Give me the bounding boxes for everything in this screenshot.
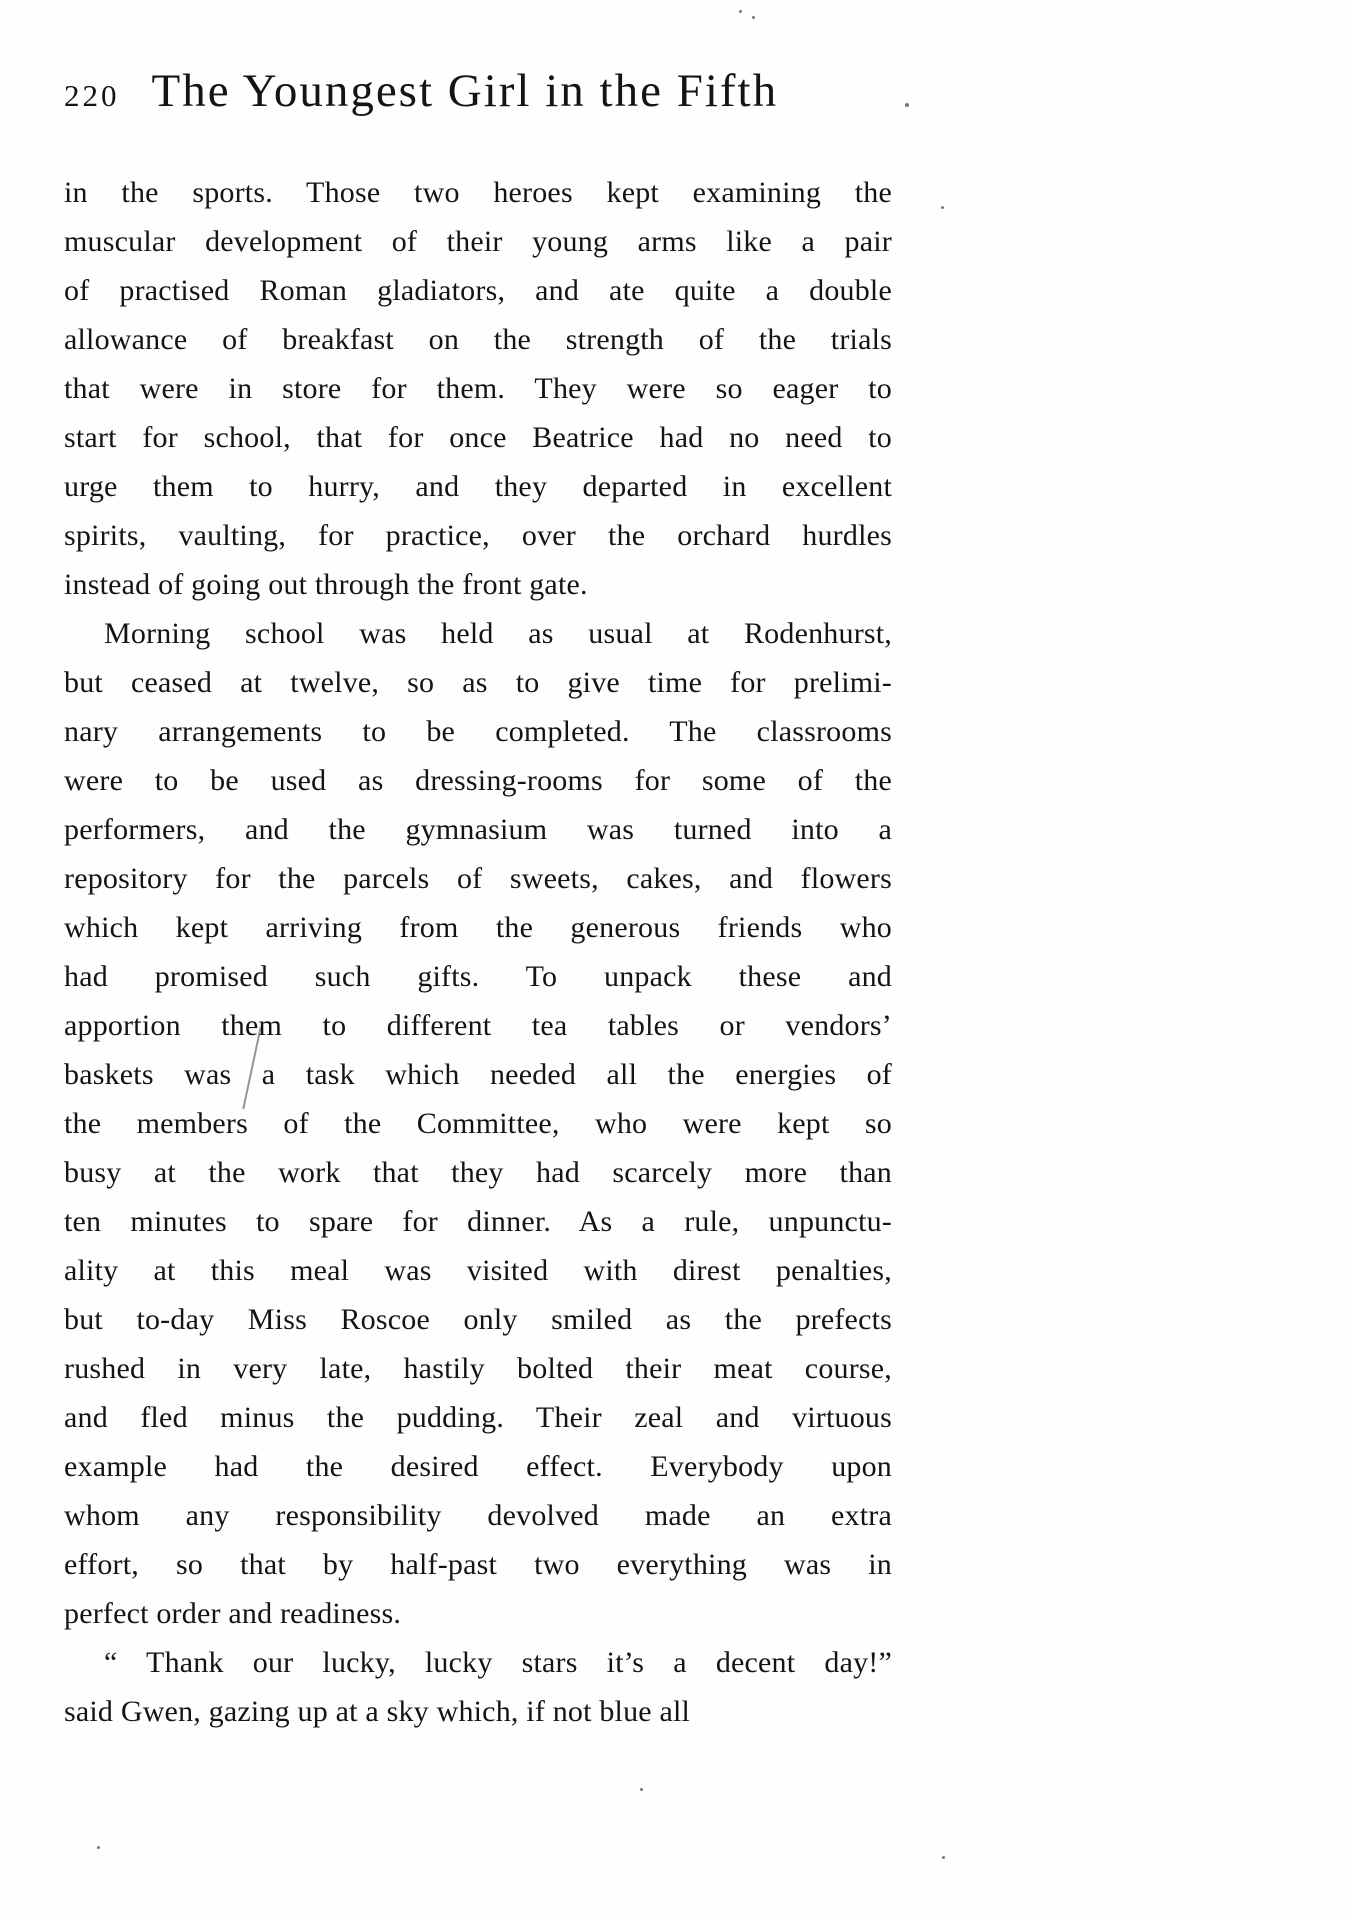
text-line: and fled minus the pudding. Their zeal and virtuous bbox=[64, 1401, 892, 1434]
text-line: busy at the work that they had scarcely more than bbox=[64, 1156, 892, 1189]
page-body bbox=[64, 168, 892, 1736]
text-line: baskets was a task which needed all the energies of bbox=[64, 1058, 892, 1091]
text-line: had promised such gifts. To unpack these and bbox=[64, 960, 892, 993]
text-line: “ Thank our lucky, lucky stars it’s a decent day!” bbox=[104, 1646, 892, 1679]
text-line: the members of the Committee, who were kept so bbox=[64, 1107, 892, 1140]
text-line: instead of going out through the front gate. bbox=[64, 568, 588, 601]
text-line: of practised Roman gladiators, and ate quite a double bbox=[64, 274, 892, 307]
text-line: whom any responsibility devolved made an extra bbox=[64, 1499, 892, 1532]
page-number: 220 bbox=[64, 78, 120, 113]
scan-speck bbox=[640, 1788, 643, 1791]
text-line: repository for the parcels of sweets, cakes, and flowers bbox=[64, 862, 892, 895]
text-line: but to-day Miss Roscoe only smiled as the prefects bbox=[64, 1303, 892, 1336]
text-line: but ceased at twelve, so as to give time for prelimi- bbox=[64, 666, 892, 699]
page-header bbox=[64, 64, 894, 118]
text-line: were to be used as dressing-rooms for some of the bbox=[64, 764, 892, 797]
text-line: muscular development of their young arms like a pair bbox=[64, 225, 892, 258]
text-line: that were in store for them. They were so eager to bbox=[64, 372, 892, 405]
scan-speck bbox=[97, 1846, 100, 1849]
page-title: The Youngest Girl in the Fifth bbox=[151, 65, 779, 117]
scan-speck bbox=[752, 16, 755, 19]
text-line: spirits, vaulting, for practice, over the orchard hurdles bbox=[64, 519, 892, 552]
text-line: which kept arriving from the generous friends who bbox=[64, 911, 892, 944]
text-line: perfect order and readiness. bbox=[64, 1597, 402, 1630]
scan-speck bbox=[905, 103, 909, 107]
text-line: start for school, that for once Beatrice had no need to bbox=[64, 421, 892, 454]
text-line: example had the desired effect. Everybody upon bbox=[64, 1450, 892, 1483]
text-line: ten minutes to spare for dinner. As a rule, unpunctu- bbox=[64, 1205, 892, 1238]
text-line: rushed in very late, hastily bolted their meat course, bbox=[64, 1352, 892, 1385]
scan-speck bbox=[941, 206, 944, 209]
text-line: allowance of breakfast on the strength of the trials bbox=[64, 323, 892, 356]
text-line: apportion them to different tea tables or vendors’ bbox=[64, 1009, 892, 1042]
text-line: nary arrangements to be completed. The classrooms bbox=[64, 715, 892, 748]
scan-speck bbox=[739, 10, 742, 13]
scan-speck bbox=[942, 1856, 945, 1859]
text-line: said Gwen, gazing up at a sky which, if not blue all bbox=[64, 1695, 691, 1728]
text-line: Morning school was held as usual at Rodenhurst, bbox=[104, 617, 892, 650]
text-line: in the sports. Those two heroes kept examining the bbox=[64, 176, 892, 209]
text-line: performers, and the gymnasium was turned into a bbox=[64, 813, 892, 846]
text-line: effort, so that by half-past two everything was in bbox=[64, 1548, 892, 1581]
text-line: ality at this meal was visited with direst penalties, bbox=[64, 1254, 892, 1287]
text-line: urge them to hurry, and they departed in excellent bbox=[64, 470, 892, 503]
